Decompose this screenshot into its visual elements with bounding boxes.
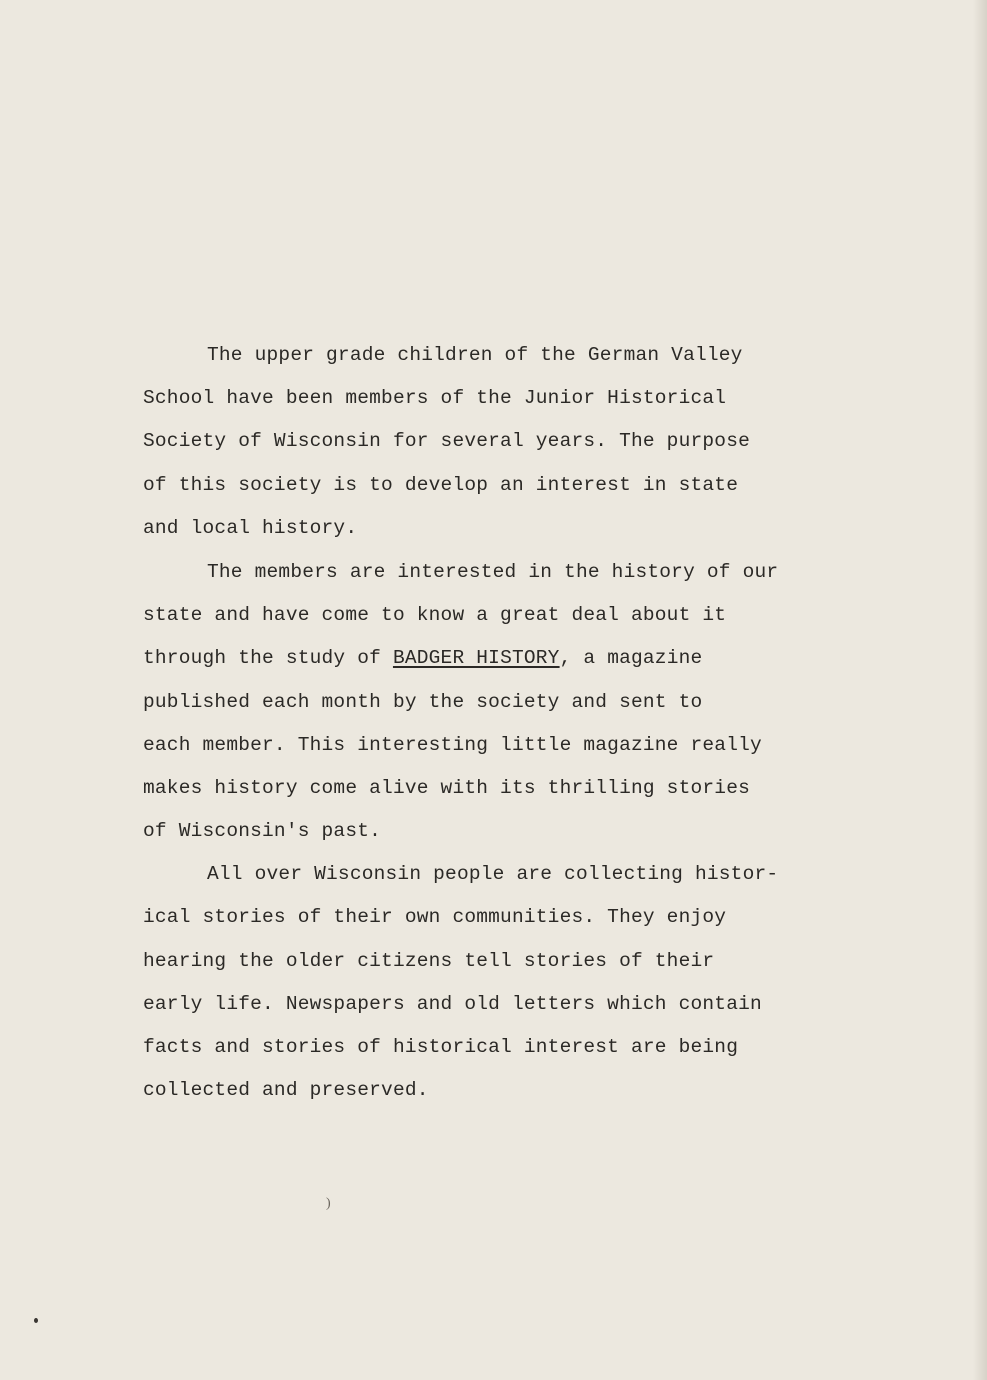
text-line: hearing the older citizens tell stories of their bbox=[143, 950, 715, 972]
text-line: early life. Newspapers and old letters which contain bbox=[143, 993, 762, 1015]
text-line: of this society is to develop an interest in state bbox=[143, 474, 739, 496]
text-line: published each month by the society and sent to bbox=[143, 691, 703, 713]
text-line: each member. This interesting little magazine really bbox=[143, 734, 762, 756]
page-mark: ) bbox=[326, 1196, 331, 1211]
text-line: The upper grade children of the German Valley bbox=[207, 344, 743, 366]
magazine-title: BADGER HISTORY bbox=[392, 647, 560, 669]
text-line: Society of Wisconsin for several years. The purpose bbox=[143, 430, 750, 452]
text-line: and local history. bbox=[143, 517, 358, 539]
text-fragment: , a magazine bbox=[559, 647, 703, 669]
text-line: School have been members of the Junior Historical bbox=[143, 387, 727, 409]
text-line: collected and preserved. bbox=[143, 1079, 429, 1101]
margin-dot bbox=[34, 1318, 38, 1323]
text-line: All over Wisconsin people are collecting histor- bbox=[207, 863, 779, 885]
text-line: facts and stories of historical interest are being bbox=[143, 1036, 739, 1058]
text-fragment: through the study of bbox=[143, 647, 393, 669]
text-line: of Wisconsin's past. bbox=[143, 820, 382, 842]
text-line-with-title bbox=[143, 646, 702, 670]
text-line: The members are interested in the history of our bbox=[207, 561, 779, 583]
text-line: ical stories of their own communities. They enjoy bbox=[143, 906, 727, 928]
text-line: makes history come alive with its thrilling stories bbox=[143, 777, 750, 799]
text-line: state and have come to know a great deal about it bbox=[143, 604, 727, 626]
